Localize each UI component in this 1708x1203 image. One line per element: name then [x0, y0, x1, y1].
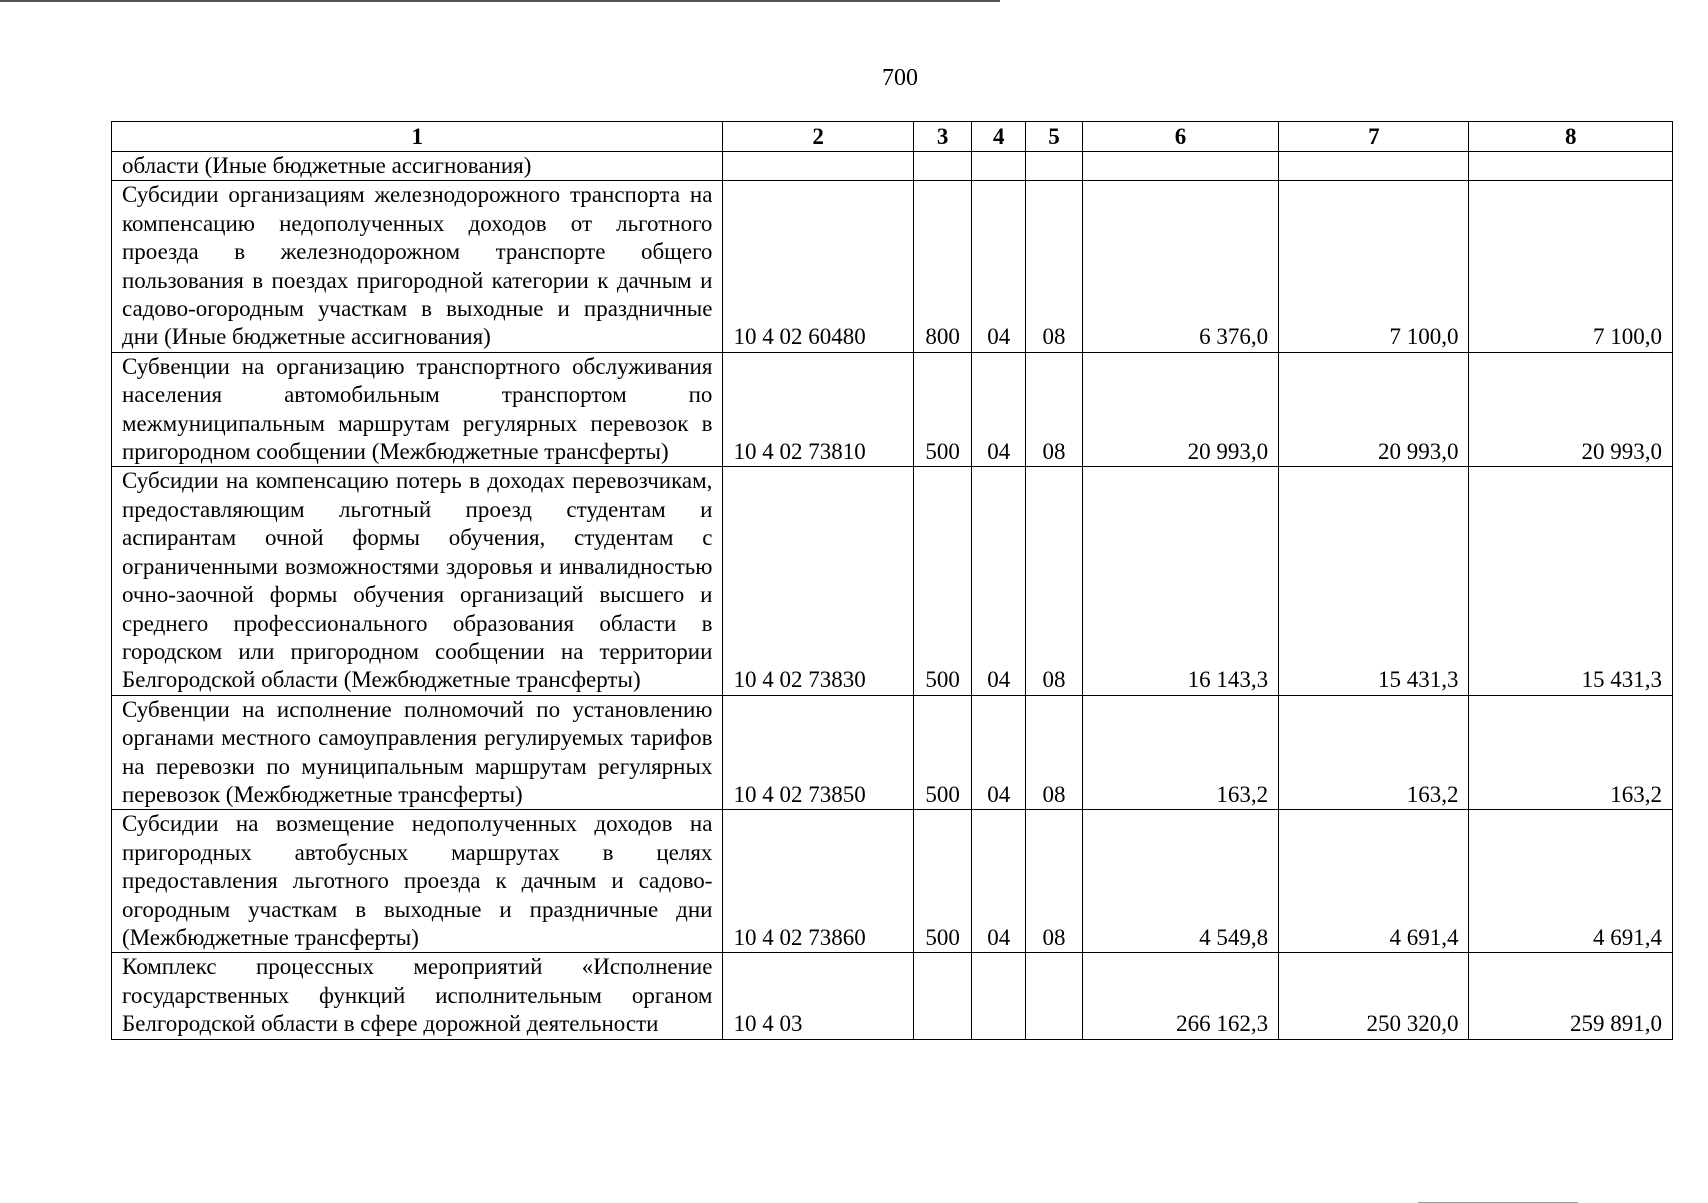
- row-section: 04: [972, 695, 1026, 810]
- row-subsection: 08: [1026, 352, 1083, 467]
- row-code: 10 4 02 73830: [723, 467, 913, 695]
- row-expense-type: 500: [913, 695, 972, 810]
- row-name: Субсидии на возмещение недополученных доходов на пригородных автобусных маршрутах в целях предоставления льготного проезда к дачным и садово-огородным участкам в выходные и праздничные дни (Межбюджетные трансферты): [112, 810, 723, 953]
- column-header-8: 8: [1469, 122, 1673, 152]
- row-expense-type: 500: [913, 352, 972, 467]
- row-section: [972, 152, 1026, 181]
- row-value-8: 20 993,0: [1469, 352, 1673, 467]
- table-row: [112, 695, 1673, 810]
- table-row: [112, 152, 1673, 181]
- row-value-8: 15 431,3: [1469, 467, 1673, 695]
- scan-edge-line: [0, 0, 1000, 2]
- row-code: 10 4 02 73850: [723, 695, 913, 810]
- row-code: 10 4 03: [723, 953, 913, 1039]
- row-name: Комплекс процессных мероприятий «Исполнение государственных функций исполнительным органом Белгородской области в сфере дорожной деятельности: [112, 953, 723, 1039]
- page-number: 700: [882, 65, 918, 91]
- row-value-6: 6 376,0: [1082, 181, 1278, 352]
- row-value-7: 163,2: [1279, 695, 1469, 810]
- row-value-8: [1469, 152, 1673, 181]
- column-header-1: 1: [112, 122, 723, 152]
- row-value-6: 266 162,3: [1082, 953, 1278, 1039]
- row-section: 04: [972, 810, 1026, 953]
- row-value-8: 7 100,0: [1469, 181, 1673, 352]
- table-row: [112, 181, 1673, 352]
- row-expense-type: [913, 953, 972, 1039]
- row-code: [723, 152, 913, 181]
- header-row: [112, 122, 1673, 152]
- row-value-6: 16 143,3: [1082, 467, 1278, 695]
- column-header-3: 3: [913, 122, 972, 152]
- row-value-6: 20 993,0: [1082, 352, 1278, 467]
- row-section: 04: [972, 467, 1026, 695]
- row-code: 10 4 02 73860: [723, 810, 913, 953]
- row-name: Субвенции на организацию транспортного обслуживания населения автомобильным транспортом по межмуниципальным маршрутам регулярных перевозок в пригородном сообщении (Межбюджетные трансферты): [112, 352, 723, 467]
- row-value-7: 15 431,3: [1279, 467, 1469, 695]
- table-row: [112, 810, 1673, 953]
- row-value-7: 250 320,0: [1279, 953, 1469, 1039]
- row-value-7: 7 100,0: [1279, 181, 1469, 352]
- row-subsection: [1026, 953, 1083, 1039]
- row-name: области (Иные бюджетные ассигнования): [112, 152, 723, 181]
- column-header-6: 6: [1082, 122, 1278, 152]
- row-value-7: 20 993,0: [1279, 352, 1469, 467]
- column-header-5: 5: [1026, 122, 1083, 152]
- column-header-7: 7: [1279, 122, 1469, 152]
- row-value-8: 4 691,4: [1469, 810, 1673, 953]
- row-name: Субсидии организациям железнодорожного транспорта на компенсацию недополученных доходов от льготного проезда в железнодорожном транспорте общего пользования в поездах пригородной категории к дачным и садово-огородным участкам в выходные и праздничные дни (Иные бюджетные ассигнования): [112, 181, 723, 352]
- row-code: 10 4 02 73810: [723, 352, 913, 467]
- row-subsection: 08: [1026, 467, 1083, 695]
- row-section: [972, 953, 1026, 1039]
- row-section: 04: [972, 352, 1026, 467]
- table-row: [112, 953, 1673, 1039]
- row-value-8: 259 891,0: [1469, 953, 1673, 1039]
- row-section: 04: [972, 181, 1026, 352]
- column-header-4: 4: [972, 122, 1026, 152]
- row-code: 10 4 02 60480: [723, 181, 913, 352]
- row-value-7: 4 691,4: [1279, 810, 1469, 953]
- budget-table: [111, 121, 1673, 1040]
- row-expense-type: 500: [913, 467, 972, 695]
- row-value-6: [1082, 152, 1278, 181]
- row-subsection: 08: [1026, 810, 1083, 953]
- row-expense-type: 800: [913, 181, 972, 352]
- row-name: Субвенции на исполнение полномочий по установлению органами местного самоуправления регулируемых тарифов на перевозки по муниципальным маршрутам регулярных перевозок (Межбюджетные трансферты): [112, 695, 723, 810]
- table-row: [112, 352, 1673, 467]
- row-subsection: [1026, 152, 1083, 181]
- table-row: [112, 467, 1673, 695]
- row-expense-type: 500: [913, 810, 972, 953]
- row-expense-type: [913, 152, 972, 181]
- row-value-7: [1279, 152, 1469, 181]
- row-value-6: 163,2: [1082, 695, 1278, 810]
- row-name: Субсидии на компенсацию потерь в доходах перевозчикам, предоставляющим льготный проезд студентам и аспирантам очной формы обучения, студентам с ограниченными возможностями здоровья и инвалидностью очно-заочной формы обучения организаций высшего и среднего профессионального образования области в городском или пригородном сообщении на территории Белгородской области (Межбюджетные трансферты): [112, 467, 723, 695]
- row-value-6: 4 549,8: [1082, 810, 1278, 953]
- row-subsection: 08: [1026, 181, 1083, 352]
- row-subsection: 08: [1026, 695, 1083, 810]
- row-value-8: 163,2: [1469, 695, 1673, 810]
- column-header-2: 2: [723, 122, 913, 152]
